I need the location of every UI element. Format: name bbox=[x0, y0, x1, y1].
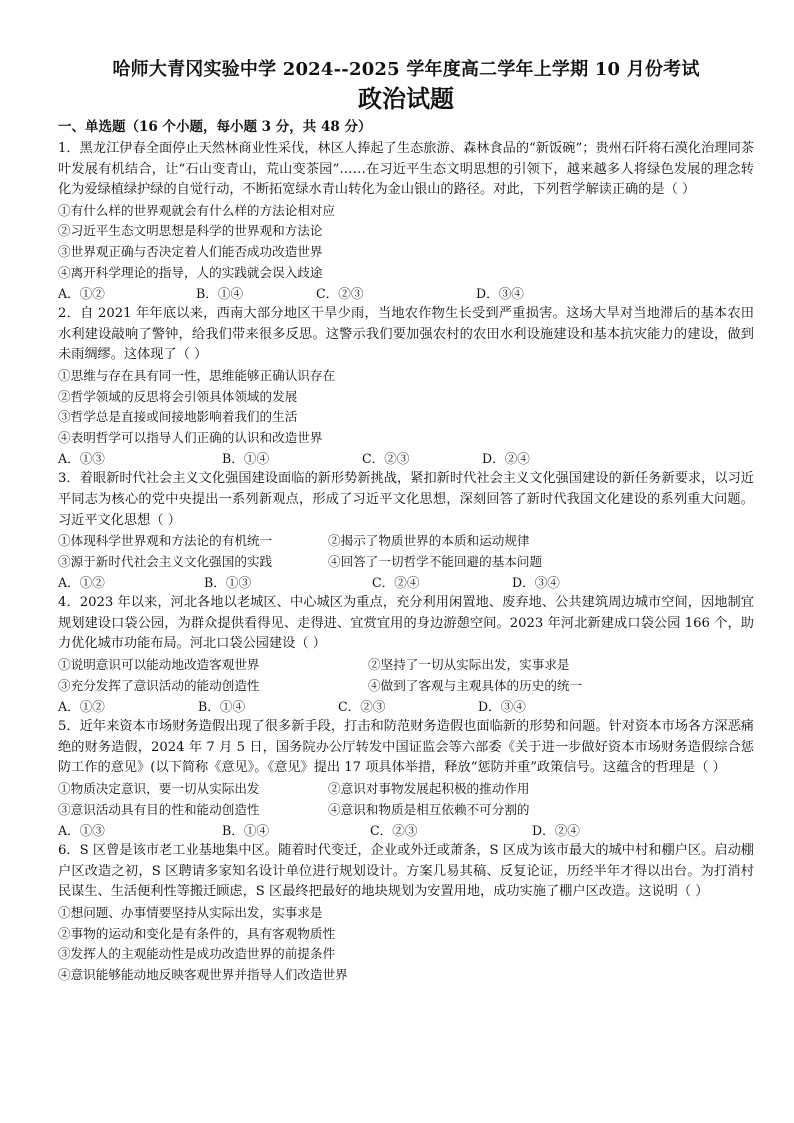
choice-a[interactable]: A．①② bbox=[58, 286, 105, 302]
choice-d[interactable]: D．③④ bbox=[476, 286, 524, 302]
choice-b[interactable]: B．①③ bbox=[204, 575, 252, 591]
choice-c[interactable]: C．②③ bbox=[338, 699, 386, 715]
option-2: ②意识对事物发展起积极的推动作用 bbox=[328, 781, 530, 797]
choice-d[interactable]: D．②④ bbox=[482, 451, 530, 467]
subject-title: 政治试题 bbox=[358, 84, 454, 113]
answer-choices bbox=[58, 572, 754, 593]
option-row bbox=[58, 552, 754, 573]
option-row bbox=[58, 676, 754, 697]
option-3: ③意识活动具有目的性和能动创造性 bbox=[58, 801, 260, 817]
option-4: ④表明哲学可以指导人们正确的认识和改造世界 bbox=[58, 429, 323, 445]
choice-a[interactable]: A．①③ bbox=[58, 451, 105, 467]
option-1: ①说明意识可以能动地改造客观世界 bbox=[58, 657, 260, 673]
choice-c[interactable]: C．②④ bbox=[372, 575, 420, 591]
option-3: ③发挥人的主观能动性是成功改造世界的前提条件 bbox=[58, 946, 336, 962]
option-2: ②习近平生态文明思想是科学的世界观和方法论 bbox=[58, 223, 323, 239]
option-3: ③世界观正确与否决定着人们能否成功改造世界 bbox=[58, 243, 323, 259]
question-stem: 3．着眼新时代社会主义文化强国建设面临的新形势新挑战，紧扣新时代社会主义文化强国建设的新任务新要求，以习近平同志为核心的党中央提出一系列新观点，形成了习近平文化思想，深刻回答了新时代我国文化建设的系列重大问题。习近平文化思想（ ） bbox=[58, 471, 754, 528]
choice-d[interactable]: D．③④ bbox=[512, 575, 560, 591]
choice-b[interactable]: B．①④ bbox=[196, 286, 244, 302]
choice-b[interactable]: B．①④ bbox=[222, 451, 270, 467]
question-4 bbox=[58, 593, 754, 717]
question-stem: 4．2023 年以来，河北各地以老城区、中心城区为重点，充分利用闲置地、废弃地、公共建筑周边城市空间，因地制宜规划建设口袋公园，为群众提供看得见、走得进、宜赏宜用的身边游憩空间。2023 年河北新建成口袋公园 166 个，助力优化城市功能布局。河北口袋公园建设（ ） bbox=[58, 595, 754, 652]
option-2: ②坚持了一切从实际出发，实事求是 bbox=[368, 657, 570, 673]
choice-d[interactable]: D．③④ bbox=[478, 699, 526, 715]
option-4: ④意识和物质是相互依赖不可分割的 bbox=[328, 801, 530, 817]
option-1: ①有什么样的世界观就会有什么样的方法论相对应 bbox=[58, 202, 336, 218]
option-4: ④做到了客观与主观具体的历史的统一 bbox=[368, 677, 583, 693]
question-2 bbox=[58, 304, 754, 469]
question-6 bbox=[58, 841, 754, 985]
option-1: ①想问题、办事情要坚持从实际出发，实事求是 bbox=[58, 905, 323, 920]
option-4: ④意识能够能动地反映客观世界并指导人们改造世界 bbox=[58, 966, 348, 982]
option-2: ②揭示了物质世界的本质和运动规律 bbox=[328, 533, 530, 549]
choice-c[interactable]: C．②③ bbox=[316, 286, 364, 302]
choice-d[interactable]: D．②④ bbox=[532, 823, 580, 839]
option-row bbox=[58, 779, 754, 800]
question-1 bbox=[58, 139, 754, 304]
section-heading: 一、单选题（16 个小题，每小题 3 分，共 48 分） bbox=[58, 119, 372, 135]
choice-b[interactable]: B．①④ bbox=[222, 823, 270, 839]
option-3: ③充分发挥了意识活动的能动创造性 bbox=[58, 677, 260, 693]
choice-a[interactable]: A．①③ bbox=[58, 823, 105, 839]
option-4: ④回答了一切哲学不能回避的基本问题 bbox=[328, 553, 543, 569]
question-stem: 6．S 区曾是该市老工业基地集中区。随着时代变迁，企业或外迁或萧条，S 区成为该市最大的城中村和棚户区。启动棚户区改造之初，S 区聘请多家知名设计单位进行规划设计。方案几易其稿、反复论证，历经半年才得以出台。为打消村民谋生、生活便利性等搬迁顾虑，S 区最终把最好的地块规划为安置用地，成功实施了棚户区改造。这说明（ ） bbox=[58, 843, 754, 900]
answer-choices bbox=[58, 696, 754, 717]
answer-choices bbox=[58, 448, 754, 469]
option-row bbox=[58, 655, 754, 676]
answer-choices bbox=[58, 283, 754, 304]
option-3: ③哲学总是直接或间接地影响着我们的生活 bbox=[58, 409, 298, 425]
choice-a[interactable]: A．①② bbox=[58, 699, 105, 715]
option-row bbox=[58, 800, 754, 821]
question-stem: 1．黑龙江伊春全面停止天然林商业性采伐，林区人捧起了生态旅游、森林食品的“新饭碗”；贵州石阡将石漠化治理同茶叶发展有机结合，让“石山变青山，荒山变茶园”……在习近平生态文明思想的引领下，越来越多人将绿色发展的理念转化为爱绿植绿护绿的自觉行动，不断拓宽绿水青山转化为金山银山的路径。对此，下列哲学解读正确的是（ ） bbox=[58, 141, 754, 198]
choice-b[interactable]: B．①④ bbox=[198, 699, 246, 715]
question-stem: 2．自 2021 年年底以来，西南大部分地区干旱少雨，当地农作物生长受到严重损害。这场大旱对当地滞后的基本农田水利建设敲响了警钟，给我们带来很多反思。这警示我们要加强农村的农田水利设施建设和基本抗灾能力的建设，做到未雨绸缪。这体现了（ ） bbox=[58, 306, 754, 363]
option-4: ④离开科学理论的指导，人的实践就会误入歧途 bbox=[58, 264, 323, 280]
option-3: ③源于新时代社会主义文化强国的实践 bbox=[58, 553, 273, 569]
option-row bbox=[58, 531, 754, 552]
question-3 bbox=[58, 469, 754, 593]
choice-a[interactable]: A．①② bbox=[58, 575, 105, 591]
answer-choices bbox=[58, 820, 754, 841]
option-2: ②事物的运动和变化是有条件的，具有客观物质性 bbox=[58, 925, 336, 941]
exam-title: 哈师大青冈实验中学 2024--2025 学年度高二学年上学期 10 月份考试 bbox=[112, 59, 700, 80]
question-stem: 5．近年来资本市场财务造假出现了很多新手段，打击和防范财务造假也面临新的形势和问题。针对资本市场各方深恶痛绝的财务造假，2024 年 7 月 5 日，国务院办公厅转发中国证监会等六部委《关于进一步做好资本市场财务造假综合惩防工作的意见》(以下简称《意见》。《意见》提出 17 项具体举措，释放“惩防并重”政策信号。这蕴含的哲理是（ ） bbox=[58, 719, 754, 776]
question-5 bbox=[58, 717, 754, 841]
option-1: ①体现科学世界观和方法论的有机统一 bbox=[58, 533, 273, 549]
choice-c[interactable]: C．②③ bbox=[370, 823, 418, 839]
option-1: ①物质决定意识，要一切从实际出发 bbox=[58, 781, 260, 797]
choice-c[interactable]: C．②③ bbox=[362, 451, 410, 467]
option-1: ①思维与存在具有同一性，思维能够正确认识存在 bbox=[58, 367, 336, 383]
option-2: ②哲学领域的反思将会引领具体领域的发展 bbox=[58, 388, 298, 404]
